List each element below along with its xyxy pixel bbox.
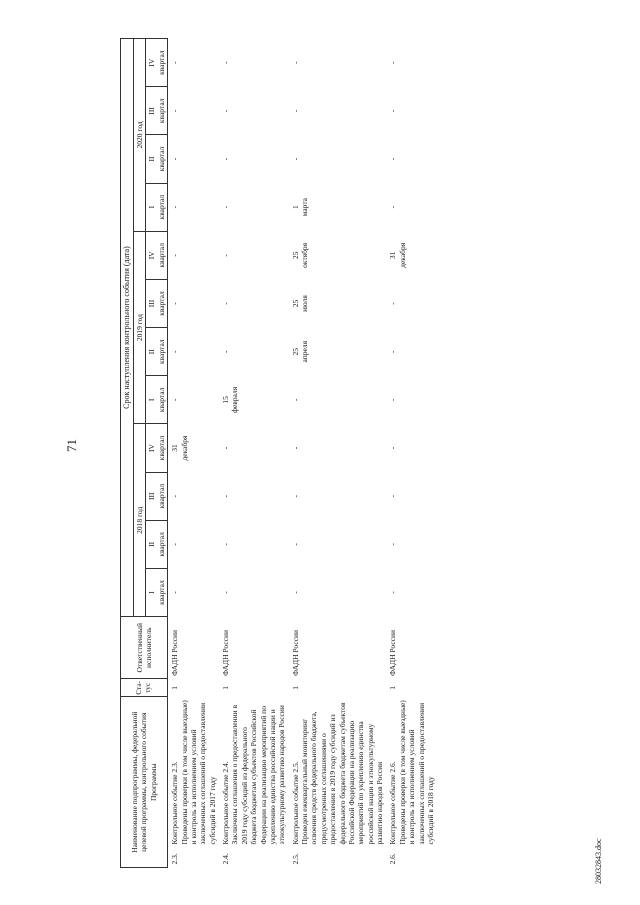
date-value: - [221, 350, 230, 353]
event-description: Проведены проверки (в том числе выездные) и контроль за исполнением условий заключенных соглашений о предоставлении субсидий в 2018 году [397, 700, 435, 845]
date-cell [386, 376, 437, 424]
date-value: - [388, 109, 398, 113]
date-cell [386, 135, 437, 183]
date-value: июля [300, 295, 309, 312]
quarter-number: I [147, 591, 157, 594]
date-value: - [221, 109, 230, 113]
quarter-number: III [147, 492, 157, 500]
header-status: Ста-тус [121, 679, 168, 697]
date-value: - [221, 254, 230, 257]
date-value: - [170, 157, 180, 161]
table-row [219, 39, 289, 868]
row-number: 2.3. [170, 853, 180, 865]
date-value: - [221, 494, 230, 498]
date-cell [289, 231, 387, 279]
date-value: - [290, 61, 300, 64]
event-title: Контрольное событие 2.3. [170, 761, 180, 845]
date-value: - [170, 398, 180, 402]
date-cell [219, 39, 289, 87]
event-name [386, 697, 437, 848]
date-cell [386, 87, 437, 135]
header-year-2018: 2018 год [134, 424, 146, 617]
date-cell [219, 328, 289, 376]
header-quarter [146, 424, 168, 472]
date-value: - [388, 494, 398, 498]
date-value: - [388, 446, 398, 450]
date-cell [289, 135, 387, 183]
date-value: - [290, 157, 300, 161]
quarter-number: II [147, 156, 157, 162]
date-cell [168, 376, 219, 424]
quarter-number: I [147, 205, 157, 209]
quarter-number: IV [147, 444, 157, 452]
event-name [289, 697, 387, 848]
date-value: - [170, 494, 180, 498]
date-value: февраля [230, 386, 240, 413]
table-header [121, 39, 168, 868]
rotated-page [120, 38, 437, 868]
date-value: - [290, 494, 300, 498]
date-value: - [170, 109, 180, 113]
date-value: - [388, 157, 398, 161]
quarter-label: квартал [156, 339, 166, 364]
date-cell [219, 520, 289, 568]
date-cell [386, 231, 437, 279]
date-value: - [388, 398, 398, 402]
header-name: Наименование подпрограммы, федеральной целевой программы, контрольного события Программы [121, 697, 168, 868]
date-cell [168, 279, 219, 327]
quarter-number: II [147, 349, 157, 355]
quarter-label: квартал [156, 387, 166, 413]
quarter-label: квартал [156, 435, 166, 461]
date-cell [386, 328, 437, 376]
table-body [168, 39, 438, 868]
header-responsible: Ответственный исполнитель [121, 617, 168, 679]
date-cell [289, 87, 387, 135]
date-cell [386, 39, 437, 87]
date-cell [386, 424, 437, 472]
date-cell [219, 279, 289, 327]
event-responsible: ФАДН России [170, 629, 180, 676]
date-value: - [388, 205, 398, 209]
date-value: апреля [300, 340, 309, 363]
date-value: октября [300, 242, 309, 268]
event-responsible: ФАДН России [388, 629, 398, 676]
header-quarter [146, 568, 168, 616]
date-cell [168, 39, 219, 87]
date-value: - [221, 302, 230, 305]
quarter-number: IV [147, 58, 157, 67]
event-status: 1 [388, 686, 398, 690]
date-cell [219, 472, 289, 520]
date-cell [289, 472, 387, 520]
date-cell [219, 568, 289, 616]
quarter-label: квартал [156, 243, 166, 268]
control-events-table [120, 38, 437, 868]
quarter-label: квартал [156, 483, 166, 509]
date-cell [219, 376, 289, 424]
date-cell [168, 135, 219, 183]
date-value: - [388, 302, 398, 305]
header-year-2020: 2020 год [134, 39, 146, 232]
date-cell [168, 424, 219, 472]
date-value: - [170, 302, 180, 305]
date-value: - [290, 109, 300, 113]
date-cell [289, 183, 387, 231]
event-description: Проведены проверки (в том числе выездные) и контроль за исполнением условий заключенных соглашений о предоставлении субсидий в 2017 году [179, 700, 217, 845]
date-value: - [170, 591, 180, 594]
quarter-number: III [147, 299, 157, 308]
date-cell [289, 424, 387, 472]
header-quarter [146, 328, 168, 376]
date-value: - [221, 205, 230, 209]
date-value: марта [300, 197, 309, 217]
event-name [168, 697, 219, 848]
event-status: 1 [290, 686, 300, 690]
date-value: декабря [397, 242, 407, 268]
date-cell [219, 424, 289, 472]
event-title: Контрольное событие 2.5. [290, 761, 300, 845]
header-year-2019: 2019 год [134, 231, 146, 424]
date-value: - [170, 61, 180, 64]
event-description: Заключены соглашения о предоставлении в 2019 году субсидий из федерального бюджета бюджетам субъектов Российской Федерации на реализацию мероприятий по укреплению единства российской нации и этнокультурному развитию народов России [230, 704, 287, 845]
quarter-label: квартал [156, 291, 166, 316]
event-responsible: ФАДН России [221, 629, 230, 676]
event-responsible: ФАДН России [290, 629, 300, 676]
date-value: - [388, 543, 398, 546]
date-value: - [388, 350, 398, 353]
document-id: 28032843.doc [594, 838, 603, 884]
date-value: - [221, 446, 230, 450]
date-value: - [388, 591, 398, 594]
date-cell [289, 376, 387, 424]
table-row [289, 39, 387, 868]
quarter-label: квартал [156, 194, 166, 220]
date-value: - [290, 543, 300, 546]
date-value: - [221, 543, 230, 546]
date-value: - [170, 205, 180, 209]
date-value: - [170, 543, 180, 546]
quarter-label: квартал [156, 50, 166, 75]
event-status: 1 [170, 686, 180, 690]
header-quarter [146, 87, 168, 135]
quarter-label: квартал [156, 532, 166, 557]
header-quarter [146, 183, 168, 231]
date-cell [386, 568, 437, 616]
event-status: 1 [221, 686, 230, 690]
header-quarter [146, 520, 168, 568]
date-cell [219, 135, 289, 183]
header-quarter [146, 39, 168, 87]
date-cell [289, 279, 387, 327]
date-value: 25 [290, 299, 300, 308]
date-value: 31 [170, 444, 180, 452]
quarter-number: III [147, 107, 157, 115]
quarter-number: II [147, 541, 157, 547]
date-cell [168, 472, 219, 520]
date-cell [168, 87, 219, 135]
row-number: 2.5. [290, 853, 300, 865]
event-title: Контрольное событие 2.4. [221, 761, 230, 845]
date-cell [168, 328, 219, 376]
date-cell [386, 472, 437, 520]
date-value: - [388, 61, 398, 64]
date-cell [289, 328, 387, 376]
date-cell [219, 183, 289, 231]
date-value: - [290, 446, 300, 450]
date-value: 25 [290, 251, 300, 260]
date-cell [219, 87, 289, 135]
date-cell [168, 520, 219, 568]
date-value: - [290, 591, 300, 594]
date-cell [386, 520, 437, 568]
date-cell [386, 279, 437, 327]
date-cell [386, 183, 437, 231]
date-value: - [170, 254, 180, 257]
row-number: 2.6. [388, 853, 398, 865]
row-number: 2.4. [221, 853, 230, 865]
date-value: - [290, 398, 300, 402]
date-value: - [221, 157, 230, 161]
header-quarter [146, 135, 168, 183]
quarter-number: I [147, 398, 157, 402]
event-name [219, 697, 289, 848]
header-term: Срок наступления контрольного события (дата) [121, 39, 134, 617]
date-value: 25 [290, 347, 300, 356]
table-row [386, 39, 437, 868]
quarter-label: квартал [156, 98, 166, 124]
quarter-label: квартал [156, 146, 166, 172]
table-row [168, 39, 219, 868]
header-quarter [146, 231, 168, 279]
quarter-number: IV [147, 251, 157, 260]
date-cell [219, 231, 289, 279]
date-cell [168, 231, 219, 279]
header-quarter [146, 279, 168, 327]
date-value: 31 [388, 251, 398, 260]
date-value: 1 [290, 205, 300, 210]
date-value: 15 [221, 396, 230, 404]
date-value: - [221, 591, 230, 594]
quarter-label: квартал [156, 580, 166, 605]
date-value: декабря [179, 435, 189, 461]
date-cell [289, 568, 387, 616]
date-cell [168, 183, 219, 231]
date-cell [168, 568, 219, 616]
date-value: - [221, 61, 230, 64]
header-quarter [146, 376, 168, 424]
page-number: 71 [64, 439, 79, 452]
event-title: Контрольное событие 2.6. [388, 761, 398, 845]
date-cell [289, 520, 387, 568]
date-value: - [170, 350, 180, 353]
header-quarter [146, 472, 168, 520]
date-cell [289, 39, 387, 87]
event-description: Проведен ежеквартальный мониторинг освоения средств федерального бюджета, предусмотренных соглашениями о предоставлении в 2019 году субсидий из федерального бюджета бюджетам субъектов Российской Федерации на реализацию мероприятий по укреплению единства российской нации и этнокультурному развитию народов России [300, 702, 384, 845]
